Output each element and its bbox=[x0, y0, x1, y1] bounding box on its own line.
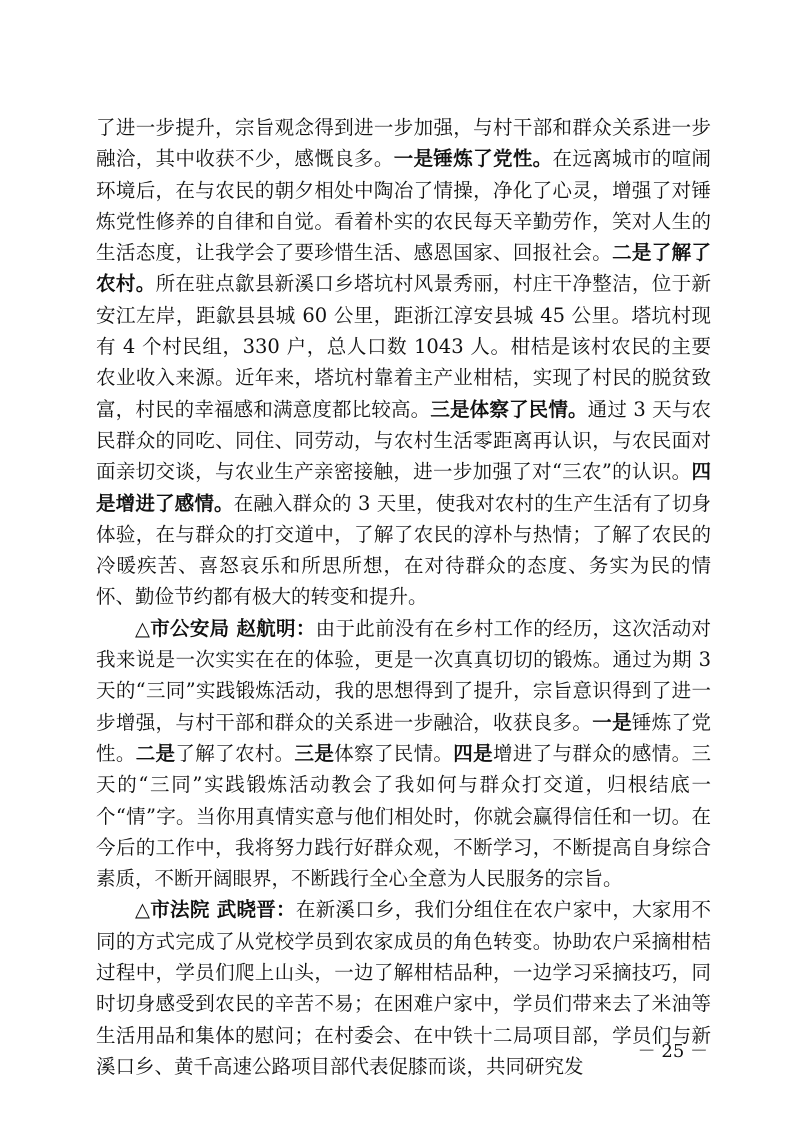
bold-heading-span: 二是了解了农村。 bbox=[96, 241, 711, 296]
text-span: 三天的“三同”实践锻炼活动教会了我如何与群众打交道，归根结底一个“情”字。当你用真情实意与他们相处时，你就会赢得信任和一切。在今后的工作中，我将努力践行好群众观，不断学习，不断提高自身综合素质，不断开阔眼界，不断践行全心全意为人民服务的宗旨。 bbox=[96, 741, 711, 891]
text-span: 在融入群众的 3 天里，使我对农村的生产生活有了切身体验，在与群众的打交道中，了解了农民的淳朴与热情；了解了农民的冷暖疾苦、喜怒哀乐和所思所想，在对待群众的态度、务实为民的情怀、勤俭节约都有极大的转变和提升。 bbox=[96, 491, 711, 609]
document-body bbox=[96, 112, 711, 1082]
text-span: 锤炼了党性。 bbox=[96, 710, 711, 765]
text-span: 由于此前没有在乡村工作的经历，这次活动对我来说是一次实实在在的体验，更是一次真真切切的锻炼。通过为期 3 天的“三同”实践锻炼活动，我的思想得到了提升，宗旨意识得到了进一步增强，与村干部和群众的关系进一步融洽，收获良多。 bbox=[96, 616, 711, 734]
text-span: 体察了民情。 bbox=[334, 741, 454, 765]
text-span: 增进了与群众的感情。 bbox=[492, 741, 692, 765]
text-span: 了进一步提升，宗旨观念得到进一步加强，与村干部和群众关系进一步融洽，其中收获不少，感慨良多。 bbox=[96, 116, 711, 171]
page-number: － 25 － bbox=[637, 1041, 708, 1062]
text-span: 在远离城市的喧闹环境后，在与农民的朝夕相处中陶冶了情操，净化了心灵，增强了对锤炼党性修养的自律和自觉。看着朴实的农民每天辛勤劳作，笑对人生的生活态度，让我学会了要珍惜生活、感恩国家、回报社会。 bbox=[96, 147, 711, 265]
bold-keyword-span: 一是 bbox=[592, 710, 632, 734]
bold-heading-span: 三是体察了民情。 bbox=[430, 397, 588, 421]
bold-keyword-span: 二是 bbox=[135, 741, 176, 765]
bold-heading-span: 一是锤炼了党性。 bbox=[393, 147, 553, 171]
speaker-label: △市公安局 赵航明： bbox=[135, 616, 316, 640]
text-span: 通过 3 天与农民群众的同吃、同住、同劳动，与农村生活零距离再认识，与农民面对面亲切交谈，与农业生产亲密接触，进一步加强了对“三农”的认识。 bbox=[96, 397, 711, 484]
speaker-label: △市法院 武晓晋： bbox=[135, 898, 296, 922]
bold-heading-span: 四是增进了感情。 bbox=[96, 460, 711, 515]
paragraph-public-security bbox=[96, 613, 711, 895]
bold-keyword-span: 四是 bbox=[453, 741, 493, 765]
text-span: 了解了农村。 bbox=[175, 741, 295, 765]
text-span: 在新溪口乡，我们分组住在农户家中，大家用不同的方式完成了从党校学员到农家成员的角色转变。协助农户采摘柑桔过程中，学员们爬上山头，一边了解柑桔品种，一边学习采摘技巧，同时切身感受到农民的辛苦不易；在困难户家中，学员们带来去了米油等生活用品和集体的慰问；在村委会、在中铁十二局项目部，学员们与新溪口乡、黄千高速公路项目部代表促膝而谈，共同研究发 bbox=[96, 898, 711, 1078]
bold-keyword-span: 三是 bbox=[294, 741, 335, 765]
paragraph-court bbox=[96, 894, 711, 1082]
paragraph-continuation bbox=[96, 112, 711, 613]
text-span: 所在驻点歙县新溪口乡塔坑村风景秀丽，村庄干净整洁，位于新安江左岸，距歙县县城 60 公里，距浙江淳安县城 45 公里。塔坑村现有 4 个村民组，330 户，总人口数 1043 人。柑桔是该村农民的主要农业收入来源。近年来，塔坑村靠着主产业柑桔，实现了村民的脱贫致富，村民的幸福感和满意度都比较高。 bbox=[96, 272, 711, 421]
